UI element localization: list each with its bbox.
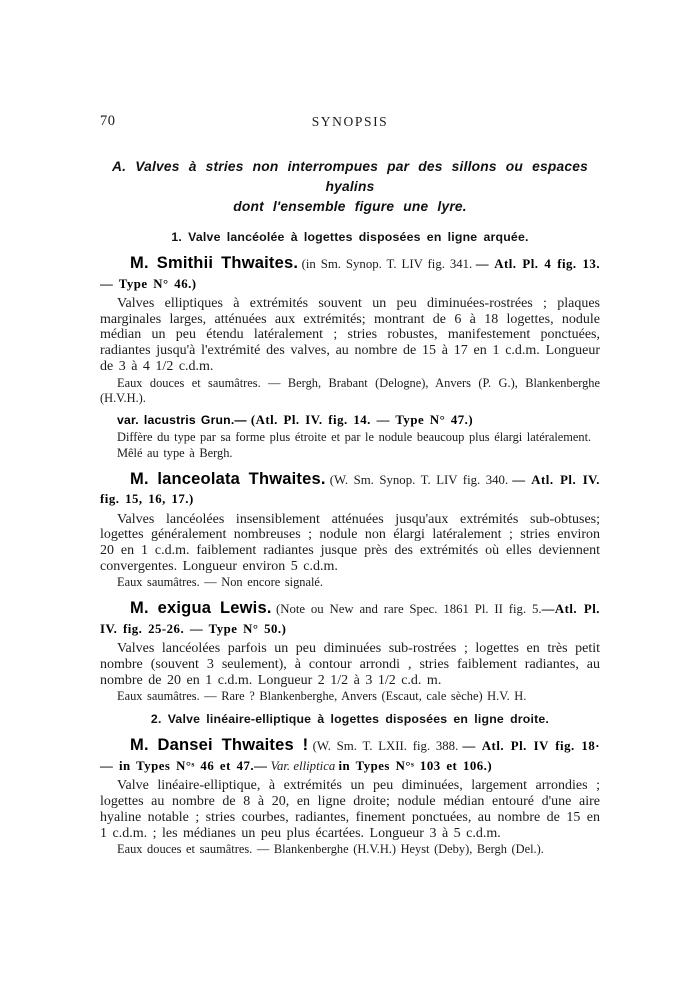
species-citation-variety-italic: Var. elliptica bbox=[270, 758, 336, 773]
species-description: Valve linéaire-elliptique, à extrémités un peu diminuées, largement arrondies ; logettes au nombre de 8 à 20, en ligne droite; nodule médian entouré d'une aire hyaline notable ; stries courbes, radiantes, finement ponctuées, au nombre de 15 en 1 c.d.m. ; les médianes un peu plus écartées. Longueur 3 à 5 c.d.m. bbox=[100, 778, 600, 841]
species-entry-lanceolata bbox=[100, 470, 600, 591]
variant-citation-bold: (Atl. Pl. IV. fig. 14. — Type N° 47.) bbox=[250, 412, 474, 427]
species-entry-dansei bbox=[100, 736, 600, 857]
species-citation-bold: —Atl. Pl. IV. fig. 25-26. — Type N° 50.) bbox=[100, 602, 600, 636]
species-entry-exigua bbox=[100, 599, 600, 704]
species-heading bbox=[100, 736, 600, 776]
species-citation-types-2: in Types N°ˢ 103 et 106.) bbox=[338, 758, 493, 773]
species-habitat: Eaux douces et saumâtres. — Bergh, Brabant (Delogne), Anvers (P. G.), Blankenberghe (H.V.H.). bbox=[100, 375, 600, 405]
species-name: M. Smithii Thwaites. bbox=[130, 254, 299, 272]
running-title: SYNOPSIS bbox=[311, 114, 389, 129]
species-habitat: Eaux saumâtres. — Non encore signalé. bbox=[117, 575, 324, 590]
species-entry-smithii bbox=[100, 254, 600, 406]
page-number: 70 bbox=[100, 113, 116, 129]
section-a-heading-line-2: dont l'ensemble figure une lyre. bbox=[233, 199, 467, 214]
group-2-heading: 2. Valve linéaire-elliptique à logettes disposées en ligne droite. bbox=[150, 712, 550, 727]
species-citation: (in Sm. Synop. T. LIV fig. 341. bbox=[301, 257, 473, 271]
species-citation: (W. Sm. T. LXII. fig. 388. bbox=[312, 739, 459, 754]
species-habitat: Eaux saumâtres. — Rare ? Blankenberghe, Anvers (Escaut, cale sèche) H.V. H. bbox=[117, 689, 527, 704]
variant-entry-lacustris bbox=[100, 411, 600, 461]
species-citation-bold: — Atl. Pl. IV. fig. 15, 16, 17.) bbox=[100, 472, 600, 507]
section-a-heading-line-1: A. Valves à stries non interrompues par des sillons ou espaces hyalins bbox=[112, 159, 588, 194]
species-citation: (Note ou New and rare Spec. 1861 Pl. II fig. 5. bbox=[275, 602, 542, 617]
species-description: Valves lancéolées insensiblement atténuées jusqu'aux extrémités sub-obtuses; logettes généralement nombreuses ; nodule non élargi latéralement ; stries environ 20 en 1 c.d.m. faiblement radiantes jusque près des extrémités où elles deviennent convergentes. Longueur environ 5 c.d.m. bbox=[100, 511, 600, 574]
group-1-heading: 1. Valve lancéolée à logettes disposées en ligne arquée. bbox=[171, 230, 529, 244]
species-heading bbox=[100, 254, 600, 294]
variant-heading bbox=[100, 411, 600, 429]
variant-name: var. lacustris Grun.— bbox=[117, 412, 247, 427]
page-header bbox=[100, 113, 600, 131]
species-citation-bold: — Atl. Pl. 4 fig. 13. — Type N° 46.) bbox=[100, 257, 601, 291]
species-description: Valves elliptiques à extrémités souvent un peu diminuées-rostrées ; plaques marginales larges, atténuées aux extrémités; montrant de 6 à 18 logettes, nodule médian un peu étendu latéralement ; stries robustes, manifestement ponctuées, radiantes jusqu'à l'extrémité des valves, au nombre de 15 à 17 en 1 c.d.m. Longueur de 3 à 4 1/2 c.d.m. bbox=[100, 296, 600, 374]
variant-note: Mêlé au type à Bergh. bbox=[117, 445, 233, 460]
species-citation-bold: — Atl. Pl. IV fig. 18· bbox=[462, 739, 600, 754]
species-heading bbox=[100, 470, 600, 510]
species-name: M. Dansei Thwaites ! bbox=[130, 736, 309, 755]
species-habitat: Eaux douces et saumâtres. — Blankenberghe (H.V.H.) Heyst (Deby), Bergh (Del.). bbox=[117, 842, 544, 857]
species-description: Valves lancéolées parfois un peu diminuées sub-rostrées ; logettes en très petit nombre (souvent 3 seulement), à contour arrondi , stries faiblement radiantes, au nombre de 20 en 1 c.d.m. Longueur 2 1/2 à 3 1/2 c.d. m. bbox=[100, 641, 600, 688]
species-name: M. exigua Lewis. bbox=[130, 599, 272, 618]
variant-description: Diffère du type par sa forme plus étroite et par le nodule beaucoup plus élargi latéralement. bbox=[117, 429, 592, 444]
species-citation: (W. Sm. Synop. T. LIV fig. 340. bbox=[329, 472, 509, 487]
species-citation-types: — in Types N°ˢ 46 et 47.— bbox=[100, 758, 268, 773]
species-name: M. lanceolata Thwaites. bbox=[130, 469, 326, 488]
section-a-heading bbox=[100, 157, 600, 217]
species-heading bbox=[100, 599, 600, 639]
